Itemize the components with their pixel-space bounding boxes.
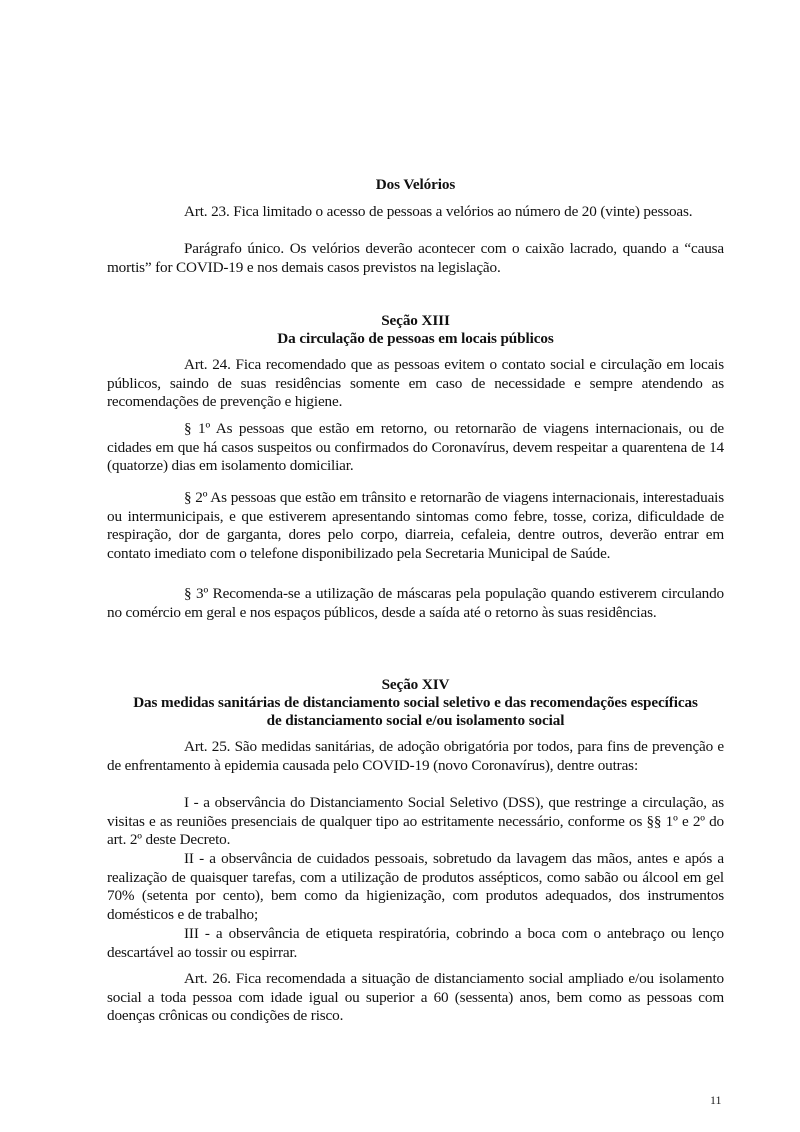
section-xiv-subtitle-line2: de distanciamento social e/ou isolamento social: [266, 712, 565, 729]
article-24-paragraph-1: § 1º As pessoas que estão em retorno, ou retornarão de viagens internacionais, ou de cidades em que há casos suspeitos ou confirmados do Coronavírus, devem respeitar a quarentena de 14 (quatorze) dias em isolamento domiciliar.: [107, 420, 724, 475]
section-heading-velorios: Dos Velórios: [375, 176, 456, 193]
article-24-paragraph-2: § 2º As pessoas que estão em trânsito e retornarão de viagens internacionais, interestaduais ou intermunicipais, e que estiverem apresentando sintomas como febre, tosse, coriza, dificuldade de respiração, dor de garganta, dores pelo corpo, diarreia, cefaleia, dentre outros, deverão entrar em contato imediato com o telefone disponibilizado pela Secretaria Municipal de Saúde.: [107, 489, 724, 562]
article-24-paragraph-3: § 3º Recomenda-se a utilização de máscaras pela população quando estiverem circulando no comércio em geral e nos espaços públicos, desde a saída até o retorno às suas residências.: [107, 585, 724, 621]
section-xiv-title: Seção XIV: [381, 676, 450, 693]
article-25-item-i: I - a observância do Distanciamento Social Seletivo (DSS), que restringe a circulação, as visitas e as reuniões presenciais de qualquer tipo ao estritamente necessário, conforme os §§ 1º e 2º do art. 2º deste Decreto.: [107, 794, 724, 849]
article-25-item-iii: III - a observância de etiqueta respiratória, cobrindo a boca com o antebraço ou lenço descartável ao tossir ou espirrar.: [107, 925, 724, 961]
article-23: Art. 23. Fica limitado o acesso de pessoas a velórios ao número de 20 (vinte) pessoas.: [184, 203, 693, 220]
article-26: Art. 26. Fica recomendada a situação de distanciamento social ampliado e/ou isolamento social a toda pessoa com idade igual ou superior a 60 (sessenta) anos, bem como as pessoas com doenças crônicas ou condições de risco.: [107, 970, 724, 1025]
section-xiii-subtitle: Da circulação de pessoas em locais públicos: [277, 330, 554, 347]
document-page: [107, 0, 724, 1132]
article-24: Art. 24. Fica recomendado que as pessoas evitem o contato social e circulação em locais públicos, saindo de suas residências somente em caso de necessidade e sempre atendendo as recomendações de prevenção e higiene.: [107, 356, 724, 411]
article-23-sole-paragraph: Parágrafo único. Os velórios deverão acontecer com o caixão lacrado, quando a “causa mortis” for COVID-19 e nos demais casos previstos na legislação.: [107, 240, 724, 276]
article-25: Art. 25. São medidas sanitárias, de adoção obrigatória por todos, para fins de prevenção e de enfrentamento à epidemia causada pelo COVID-19 (novo Coronavírus), dentre outras:: [107, 738, 724, 774]
page-number: 11: [710, 1093, 722, 1107]
article-25-item-ii: II - a observância de cuidados pessoais, sobretudo da lavagem das mãos, antes e após a realização de quaisquer tarefas, com a utilização de produtos assépticos, como sabão ou álcool em gel 70% (setenta por cento), bem como da higienização, com produtos adequados, dos instrumentos domésticos e de trabalho;: [107, 850, 724, 923]
section-xiii-title: Seção XIII: [381, 312, 450, 329]
section-xiv-subtitle-line1: Das medidas sanitárias de distanciamento social seletivo e das recomendações específicas: [133, 694, 698, 711]
